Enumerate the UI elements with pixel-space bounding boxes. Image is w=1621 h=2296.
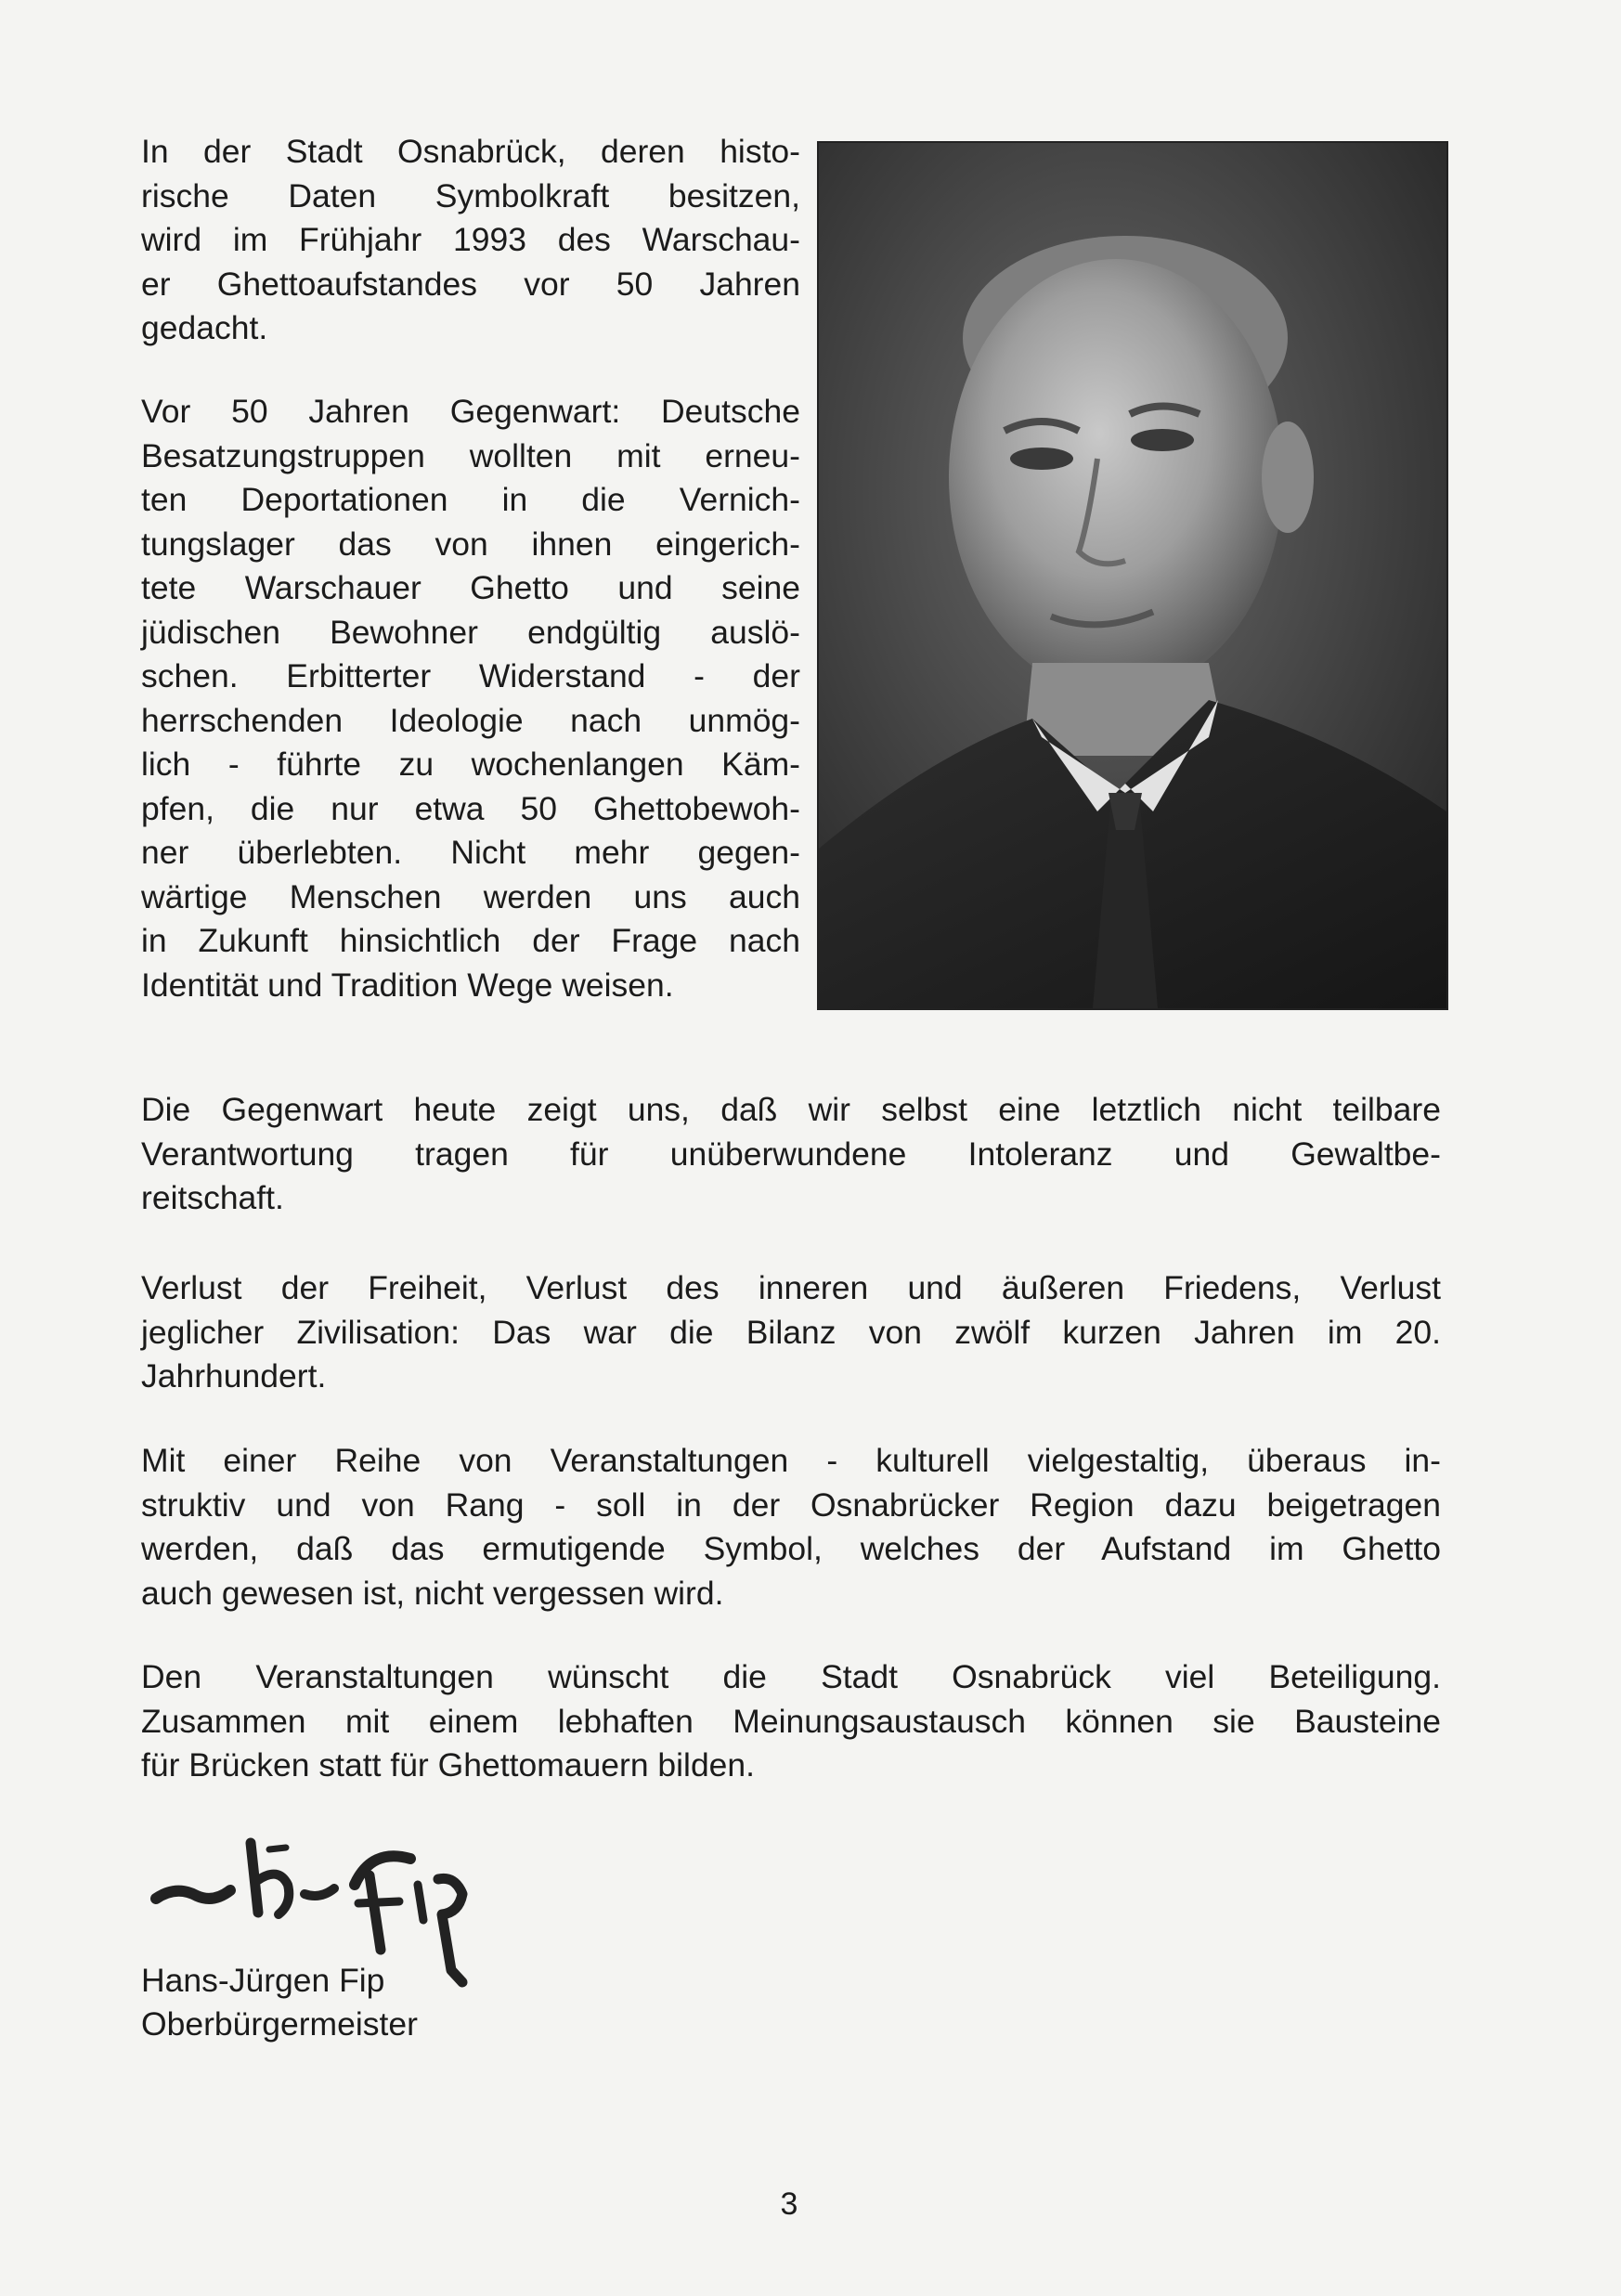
text-line: jeglicher Zivilisation: Das war die Bilanz von zwölf kurzen Jahren im 20. bbox=[141, 1313, 1441, 1351]
text-line: wärtige Menschen werden uns auch bbox=[141, 877, 800, 915]
text-line: Besatzungstruppen wollten mit erneu- bbox=[141, 436, 800, 474]
signer-block bbox=[141, 1959, 418, 2046]
text-line: Vor 50 Jahren Gegenwart: Deutsche bbox=[141, 393, 800, 430]
text-line: Verantwortung tragen für unüberwundene Intoleranz und Gewaltbe- bbox=[141, 1135, 1441, 1173]
text-line: Zusammen mit einem lebhaften Meinungsaustausch können sie Bausteine bbox=[141, 1702, 1441, 1740]
paragraph-closing bbox=[141, 1655, 1441, 1788]
text-line: schen. Erbitterter Widerstand - der bbox=[141, 657, 800, 694]
text-line: tungslager das von ihnen eingerich- bbox=[141, 525, 800, 563]
text-line: Den Veranstaltungen wünscht die Stadt Osnabrück viel Beteiligung. bbox=[141, 1658, 1441, 1695]
portrait-photo bbox=[817, 141, 1448, 1010]
text-line: struktiv und von Rang - soll in der Osnabrücker Region dazu beigetragen bbox=[141, 1485, 1441, 1524]
text-line: Mit einer Reihe von Veranstaltungen - kulturell vielgestaltig, überaus in- bbox=[141, 1442, 1441, 1479]
text-line: werden, daß das ermutigende Symbol, welches der Aufstand im Ghetto bbox=[141, 1530, 1441, 1567]
text-line: ner überlebten. Nicht mehr gegen- bbox=[141, 834, 800, 871]
paragraph-events bbox=[141, 1439, 1441, 1615]
text-line: In der Stadt Osnabrück, deren histo- bbox=[141, 133, 800, 170]
paragraph-past bbox=[141, 390, 800, 1007]
text-line: rische Daten Symbolkraft besitzen, bbox=[141, 176, 800, 214]
text-line: tete Warschauer Ghetto und seine bbox=[141, 569, 800, 606]
signer-name: Hans-Jürgen Fip bbox=[141, 1962, 385, 1999]
text-line: jüdischen Bewohner endgültig auslö- bbox=[141, 613, 800, 651]
paragraph-intro bbox=[141, 130, 800, 351]
text-line: gedacht. bbox=[141, 309, 268, 346]
text-line: Jahrhundert. bbox=[141, 1357, 327, 1394]
text-line: auch gewesen ist, nicht vergessen wird. bbox=[141, 1574, 724, 1612]
paragraph-present bbox=[141, 1088, 1441, 1221]
text-line: er Ghettoaufstandes vor 50 Jahren bbox=[141, 265, 800, 303]
signer-title: Oberbürgermeister bbox=[141, 2005, 418, 2043]
text-line: Die Gegenwart heute zeigt uns, daß wir selbst eine letztlich nicht teilbare bbox=[141, 1091, 1441, 1128]
text-line: Verlust der Freiheit, Verlust des inneren und äußeren Friedens, Verlust bbox=[141, 1269, 1441, 1306]
text-line: lich - führte zu wochenlangen Käm- bbox=[141, 746, 800, 783]
text-line: wird im Frühjahr 1993 des Warschau- bbox=[141, 221, 800, 258]
text-line: reitschaft. bbox=[141, 1179, 284, 1216]
text-line: in Zukunft hinsichtlich der Frage nach bbox=[141, 922, 800, 959]
portrait-image bbox=[819, 143, 1446, 1008]
text-line: ten Deportationen in die Vernich- bbox=[141, 481, 800, 518]
paragraph-loss bbox=[141, 1266, 1441, 1399]
text-line: Identität und Tradition Wege weisen. bbox=[141, 966, 674, 1004]
text-line: für Brücken statt für Ghettomauern bilden. bbox=[141, 1746, 756, 1784]
text-line: herrschenden Ideologie nach unmög- bbox=[141, 701, 800, 739]
page-number: 3 bbox=[780, 2186, 798, 2222]
text-line: pfen, die nur etwa 50 Ghettobewoh- bbox=[141, 789, 800, 827]
